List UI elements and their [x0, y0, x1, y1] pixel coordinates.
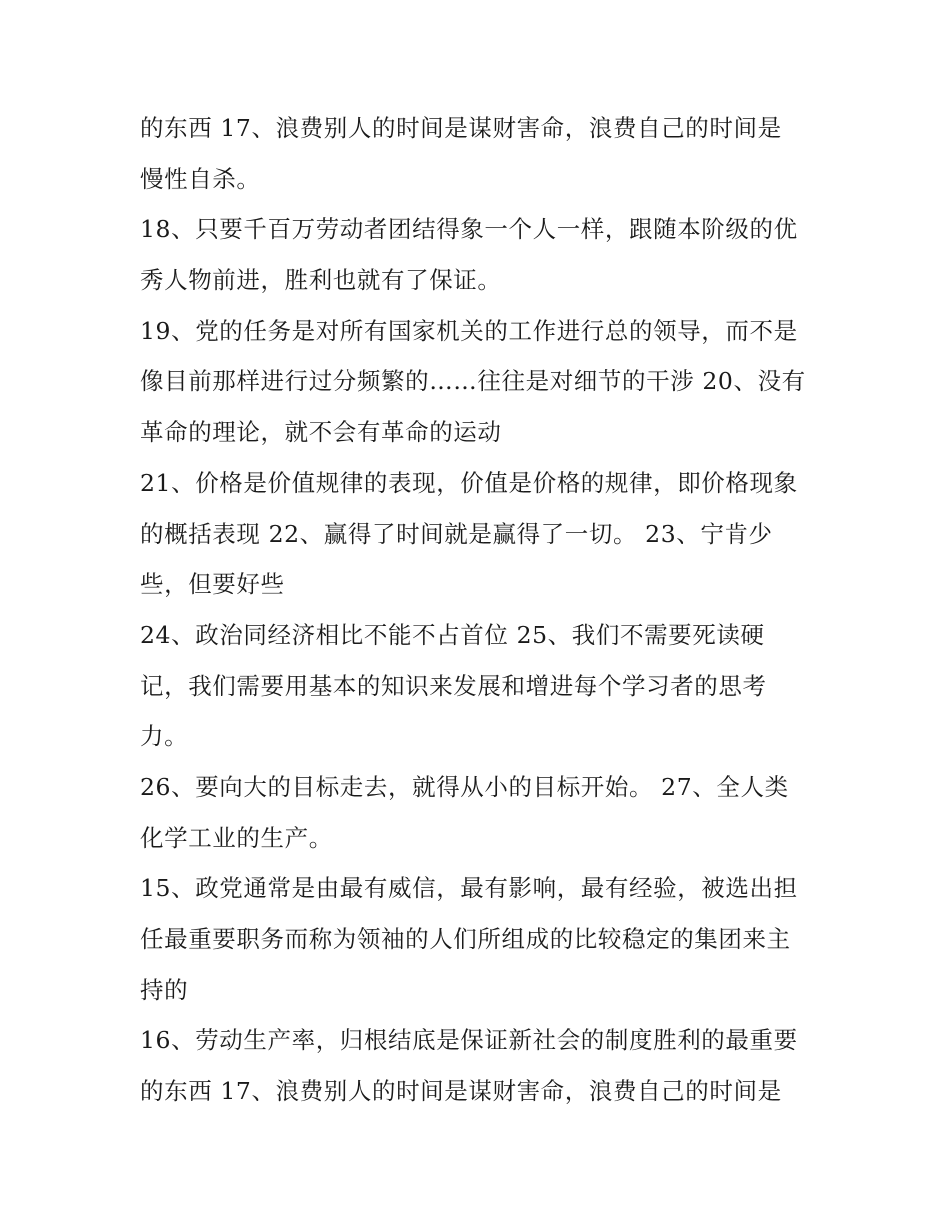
text-line: 化学工业的生产。	[140, 823, 333, 852]
text-line: 26、要向大的目标走去，就得从小的目标开始。 27、全人类	[140, 772, 789, 801]
text-line: 秀人物前进，胜利也就有了保证。	[140, 266, 502, 295]
text-line: 记，我们需要用基本的知识来发展和增进每个学习者的思考	[140, 671, 767, 700]
text-line: 像目前那样进行过分频繁的……往往是对细节的干涉 20、没有	[140, 367, 806, 396]
text-line: 21、价格是价值规律的表现，价值是价格的规律，即价格现象	[140, 468, 798, 497]
text-line: 的东西 17、浪费别人的时间是谋财害命，浪费自己的时间是	[140, 1077, 782, 1106]
text-line: 15、政党通常是由最有威信，最有影响，最有经验，被选出担	[140, 874, 798, 903]
text-line: 24、政治同经济相比不能不占首位 25、我们不需要死读硬	[140, 620, 765, 649]
text-line: 力。	[140, 722, 189, 751]
text-line: 任最重要职务而称为领袖的人们所组成的比较稳定的集团来主	[140, 925, 791, 953]
text-line: 18、只要千百万劳动者团结得象一个人一样，跟随本阶级的优	[140, 215, 798, 244]
text-line: 革命的理论，就不会有革命的运动	[140, 418, 502, 447]
text-line: 的概括表现 22、赢得了时间就是赢得了一切。 23、宁肯少	[140, 519, 773, 548]
text-line: 的东西 17、浪费别人的时间是谋财害命，浪费自己的时间是	[140, 114, 782, 142]
document-text-body	[140, 103, 820, 1117]
text-line: 19、党的任务是对所有国家机关的工作进行总的领导，而不是	[140, 316, 798, 345]
text-line: 慢性自杀。	[140, 164, 261, 193]
text-line: 持的	[140, 975, 189, 1004]
text-line: 16、劳动生产率，归根结底是保证新社会的制度胜利的最重要	[140, 1026, 798, 1055]
text-line: 些，但要好些	[140, 570, 285, 599]
